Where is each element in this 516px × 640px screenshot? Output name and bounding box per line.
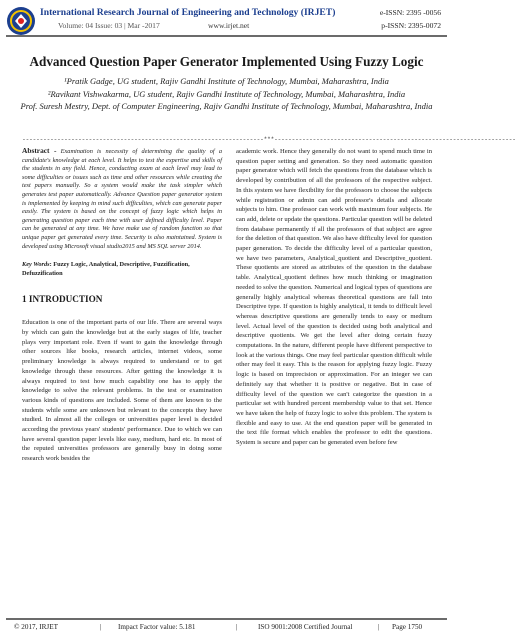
author-line-1: ¹Pratik Gadge, UG student, Rajiv Gandhi Institute of Technology, Mumbai, Maharashtra, India xyxy=(64,76,389,86)
section-separator: ---------------------------------------------------------------------***--------------------------------------------------------------------- xyxy=(22,136,516,143)
right-column-paragraph: academic work. Hence they generally do not want to spend much time in question paper setting and generation. So they need automatic question paper generator which will fetch the questions from the database which is developed by contribution of all the professors of the respective subject. In this system we have flexibility for the professors to choose the subjects while registration or admin can add professor's details and allocate subjects to him. One professor can work with maximum four subjects. He can add, delete or update the questions. Particular question will be deleted from database permanently if all the professors of that subject are agree for the deletion of that question. We also have difficulty level for question paper generation. To decide the difficulty level of a particular question, we have two parameters, Analytical_quotient and Descriptive_quotient. These quotients are stored as attributes of the question in the database table. Analytical_quotient defines how much thinking or imagination needed to solve the question. Numerical and logical types of questions are generally highly analytical whereas theoretical questions are fall into Descriptive type. If question is highly analytical, it tends to difficult level whereas descriptive questions are generally tends to easy or medium level. Actual level of the question is decided using both analytical and descriptive quotients. We get the level after doing certain fuzzy computations. In the nature, different people have different perspective to look at the various things. One may feel particular question difficult while other may feel it easy. This is the reason for applying fuzzy logic. Fuzzy logic is based on imprecision or approximation. For an integer we can definitely say that whether it is positive or negative. But in case of difficulty level of the question we can't categorize the question in a particular set with hundred percent membership value to that set. Hence we have taken the help of fuzzy logic to solve this problem. The system is flexible and easy to use. At the end question paper will be generated in the text file format which enables the professor to edit the questions. System is secure and paper can be generated even before few xyxy=(236,148,432,447)
footer-separator: | xyxy=(100,623,102,631)
introduction-paragraph: Education is one of the important parts of our life. There are several ways by which can gain the knowledge but at the early stages of life, teacher plays very important role. Even if want to gain the knowledge through other sources like books, research articles, internet videos, some preliminary knowledge is always required to understand or to get knowledge through these resources. After getting the knowledge it is always required to test how much capability one has to apply the knowledge to solve the relevant problems. In the test or examination various kinds of questions are included. Some of them are known to the students while some are unknown but relevant to the concepts they have studied. In almost all the colleges or universities paper level is decided according the previous years' students' performance. Due to which we can have several question paper levels like easy, medium, hard etc. In most of the reputed universities professors are generally busy in doing some research work besides the xyxy=(22,319,222,463)
footer-divider xyxy=(6,618,447,620)
paper-title: Advanced Question Paper Generator Implemented Using Fuzzy Logic xyxy=(29,54,424,69)
author-block xyxy=(20,75,433,113)
journal-name: International Research Journal of Engineering and Technology (IRJET) xyxy=(40,7,336,18)
left-column xyxy=(22,147,222,464)
abstract-label: Abstract - xyxy=(22,146,57,155)
abstract xyxy=(22,147,222,251)
section-heading-introduction: 1 INTRODUCTION xyxy=(22,294,103,305)
right-column xyxy=(236,147,432,448)
journal-website: www.irjet.net xyxy=(208,21,250,30)
eissn: e-ISSN: 2395 -0056 xyxy=(379,8,441,17)
author-line-2: ²Ravikant Vishwakarma, UG student, Rajiv Gandhi Institute of Technology, Mumbai, Maharashtra, India xyxy=(47,88,406,99)
footer-separator: | xyxy=(236,623,238,631)
footer-separator: | xyxy=(378,623,380,631)
footer-impact-factor: Impact Factor value: 5.181 xyxy=(118,623,196,631)
keywords xyxy=(22,261,222,278)
journal-header xyxy=(0,0,453,44)
irjet-logo-icon xyxy=(6,6,36,36)
footer-page-number: Page 1750 xyxy=(392,623,423,631)
footer-iso: ISO 9001:2008 Certified Journal xyxy=(258,623,353,631)
header-divider xyxy=(6,35,447,37)
volume-issue: Volume: 04 Issue: 03 | Mar -2017 xyxy=(58,21,160,30)
abstract-text: Examination is necessity of determining the quality of a candidate's knowledge at each level. It helps to test the expertise and skills of the students in any field. Hence, conducting exam at each level may lead to some difficulties or issues such as time and other resources while creating the test papers manually. So a system would make the task simpler which generates test paper automatically. Advance Question paper generator system is implemented by keeping in mind such difficulties, which can generate paper easily. The system is based on the concept of fuzzy logic which helps in generating question paper each time with user defined difficulty level. Paper can be generated at any time. We have make use of random function so that unique paper get generated every time. Security is also maintained. System is developed using Microsoft visual studio2015 and MS SQL server 2014. xyxy=(22,148,222,250)
keywords-label: Key Words xyxy=(22,261,50,269)
footer-copyright: © 2017, IRJET xyxy=(14,623,58,631)
author-line-3: Prof. Suresh Mestry, Dept. of Computer Engineering, Rajiv Gandhi Institute of Technology, Mumbai, Maharashtra, India xyxy=(20,101,433,112)
pissn: p-ISSN: 2395-0072 xyxy=(381,21,441,30)
keywords-text: : Fuzzy Logic, Analytical, Descriptive, Fuzzification, Defuzzification xyxy=(22,261,190,277)
